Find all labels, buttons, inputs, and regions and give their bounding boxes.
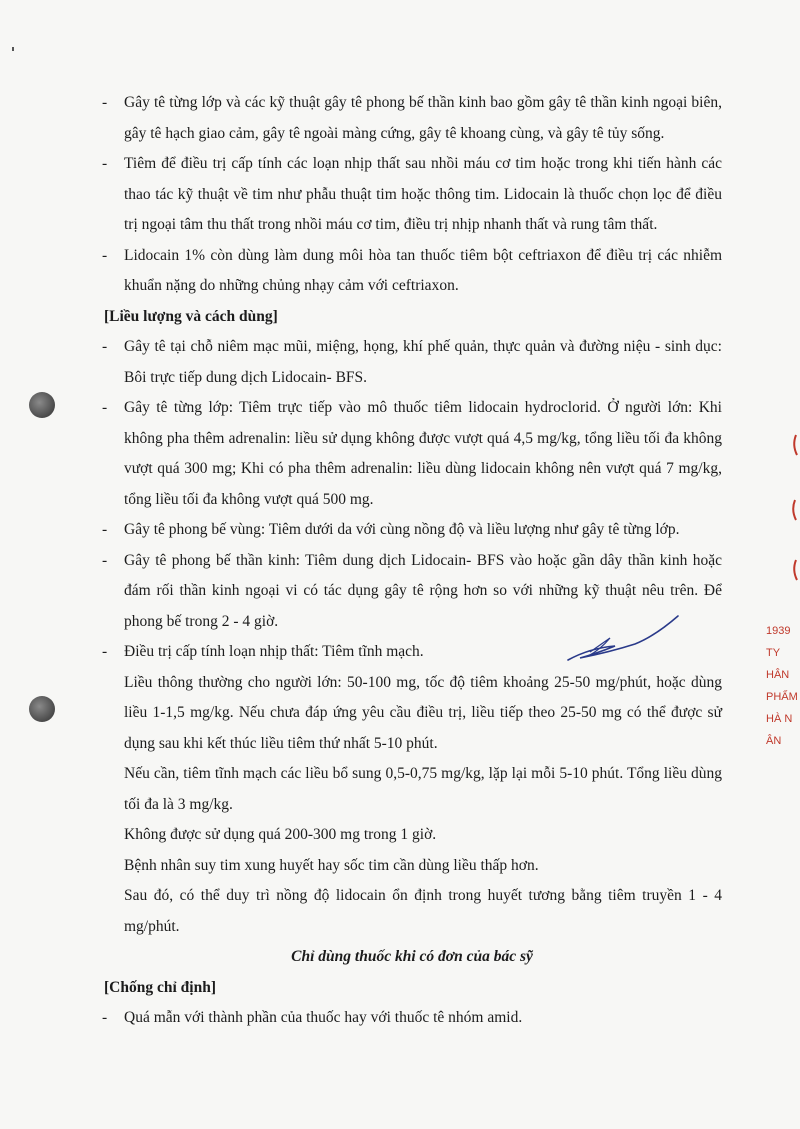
bullet-item: [102, 515, 722, 546]
stamp-line: HÀ N: [766, 713, 793, 725]
prescription-notice: Chỉ dùng thuốc khi có đơn của bác sỹ: [291, 948, 533, 965]
bullet-text: Gây tê phong bế vùng: Tiêm dưới da với cùng nồng độ và liều lượng như gây tê từng lớp.: [124, 521, 680, 538]
bullet-text: Lidocain 1% còn dùng làm dung môi hòa tan thuốc tiêm bột ceftriaxon để điều trị các nhiễm khuẩn nặng do những chủng nhạy cảm với ceftriaxon.: [124, 246, 722, 294]
bullet-text: Quá mẫn với thành phần của thuốc hay với thuốc tê nhóm amid.: [124, 1009, 523, 1026]
bullet-dash: -: [102, 551, 108, 569]
bullet-text: Tiêm để điều trị cấp tính các loạn nhịp thất sau nhồi máu cơ tim hoặc trong khi tiến hành các thao tác kỹ thuật về tim như phẫu thuật tim hoặc thông tim. Lidocain là thuốc chọn lọc để điều trị ngoại tâm thu thất trong nhồi máu cơ tim, điều trị nhịp nhanh thất và rung tâm thất.: [124, 155, 722, 233]
stamp-edge-marks: [786, 430, 800, 590]
section-heading: [Liều lượng và cách dùng]: [104, 307, 278, 325]
bullet-item: [102, 88, 722, 149]
bullet-dash: -: [102, 643, 108, 660]
punch-hole-upper: [29, 392, 55, 418]
bullet-item: [102, 149, 722, 241]
dosage-paragraph: Liều thông thường cho người lớn: 50-100 mg, tốc độ tiêm khoảng 25-50 mg/phút, hoặc dùng liều 1-1,5 mg/kg. Nếu chưa đáp ứng yêu cầu điều trị, liều tiếp theo 25-50 mg có thể được sử dụng sau khi kết thúc liều tiêm thứ nhất 5-10 phút.: [124, 673, 722, 752]
bullet-text: Gây tê từng lớp và các kỹ thuật gây tê phong bế thần kinh bao gồm gây tê thần kinh ngoại biên, gây tê hạch giao cảm, gây tê ngoài màng cứng, gây tê khoang cùng, và gây tê tủy sống.: [124, 94, 722, 142]
bullet-item: [102, 546, 722, 638]
section-heading: [Chống chỉ định]: [104, 978, 216, 996]
document-body: [102, 88, 722, 1034]
bullet-dash: -: [102, 155, 108, 172]
scan-speck: [12, 47, 14, 51]
stamp-line: 1939: [766, 625, 791, 637]
stamp-line: HÂN: [766, 669, 790, 681]
bullet-item: [102, 637, 722, 668]
bullet-text: Điều trị cấp tính loạn nhịp thất: Tiêm tĩnh mạch.: [124, 643, 424, 660]
dosage-paragraph: Không được sử dụng quá 200-300 mg trong 1 giờ.: [124, 826, 437, 843]
punch-hole-lower: [29, 696, 55, 722]
bullet-text: Gây tê phong bế thần kinh: Tiêm dung dịch Lidocain- BFS vào hoặc gần dây thần kinh hoặc đám rối thần kinh ngoại vi có tác dụng gây tê rộng hơn so với những kỹ thuật nêu trên. Để phong bế trong 2 - 4 giờ.: [124, 551, 722, 630]
bullet-dash: -: [102, 94, 108, 111]
dosage-paragraph: Nếu cần, tiêm tĩnh mạch các liều bổ sung 0,5-0,75 mg/kg, lặp lại mỗi 5-10 phút. Tổng liều dùng tối đa là 3 mg/kg.: [124, 765, 722, 813]
bullet-dash: -: [102, 399, 108, 416]
bullet-text: Gây tê tại chỗ niêm mạc mũi, miệng, họng, khí phế quản, thực quản và đường niệu - sinh dục: Bôi trực tiếp dung dịch Lidocain- BFS.: [124, 338, 722, 386]
bullet-item: [102, 241, 722, 302]
bullet-dash: -: [102, 1009, 108, 1026]
bullet-item: [102, 332, 722, 393]
bullet-dash: -: [102, 521, 108, 538]
company-stamp: [766, 620, 800, 770]
stamp-line: PHẨM: [766, 691, 798, 703]
dosage-paragraph: Bệnh nhân suy tim xung huyết hay sốc tim cần dùng liều thấp hơn.: [124, 856, 539, 874]
bullet-dash: -: [102, 246, 108, 264]
stamp-line: TY: [766, 647, 781, 659]
bullet-item: [102, 393, 722, 515]
stamp-line: ÂN: [766, 735, 782, 747]
bullet-text: Gây tê từng lớp: Tiêm trực tiếp vào mô thuốc tiêm lidocain hydroclorid. Ở người lớn: Khi không pha thêm adrenalin: liều sử dụng không được vượt quá 4,5 mg/kg, tổng liều tối đa không vượt quá 300 mg; Khi có pha thêm adrenalin: liều dùng lidocain không nên vượt quá 7 mg/kg, tổng liều tối đa không vượt quá 500 mg.: [124, 399, 722, 508]
bullet-item: [102, 1003, 722, 1034]
bullet-dash: -: [102, 338, 108, 355]
dosage-paragraph: Sau đó, có thể duy trì nồng độ lidocain ổn định trong huyết tương bằng tiêm truyền 1 - 4 mg/phút.: [124, 887, 722, 935]
